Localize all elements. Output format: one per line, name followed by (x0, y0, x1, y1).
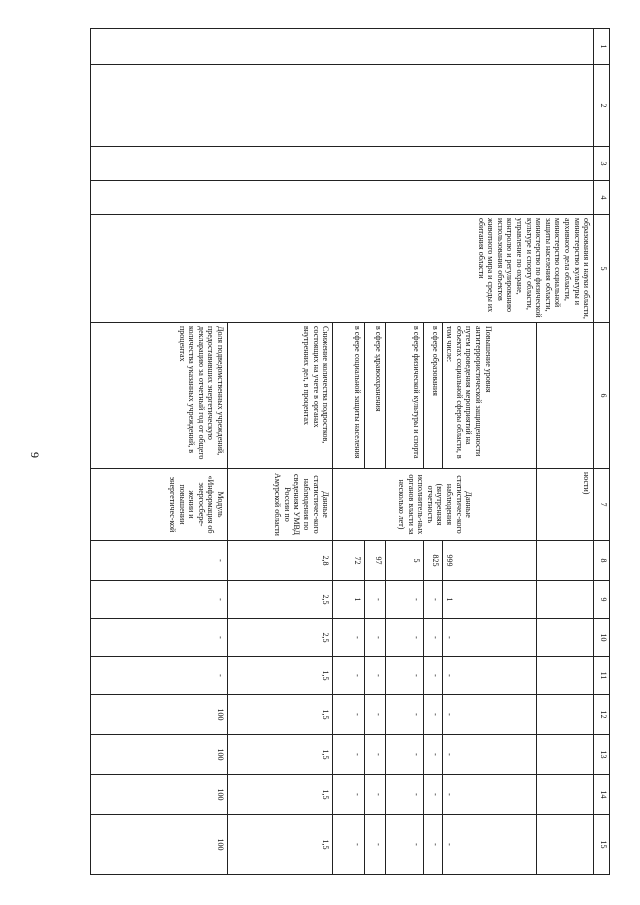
value: - (385, 735, 423, 775)
indicator-name: Доля подведомственных учреждений, предоставивших энергетическую декларацию за отчетный год от общего количества указанных учреждений, в процентах (91, 323, 228, 469)
page-number: 9 (28, 452, 42, 458)
value: 1,5 (227, 657, 332, 695)
value: - (333, 775, 365, 815)
col-header: 5 (594, 215, 610, 323)
value: - (364, 775, 385, 815)
value: - (423, 695, 442, 735)
value: - (333, 735, 365, 775)
col-header: 8 (594, 541, 610, 581)
data-source: Модуль «Информация об энергосбере-жении и повышении энергетичес-кой (91, 469, 228, 541)
table-row (537, 29, 594, 875)
indicator-name: в сфере образования (423, 323, 442, 469)
indicator-name: в сфере физической культуры и спорта (385, 323, 423, 469)
value: 1,5 (227, 815, 332, 875)
value: - (91, 581, 228, 619)
col-header: 14 (594, 775, 610, 815)
value: 1 (333, 581, 365, 619)
col-header: 15 (594, 815, 610, 875)
value: - (442, 775, 537, 815)
data-source: Данные статистичес-кого наблюдения (внутренняя отчетность исполнитель-ных органов власти за несколько лет) (333, 469, 537, 541)
value: 2,8 (227, 541, 332, 581)
value: 100 (91, 775, 228, 815)
value: 72 (333, 541, 365, 581)
value: 100 (91, 815, 228, 875)
value: 97 (364, 541, 385, 581)
value: - (364, 815, 385, 875)
col-header: 1 (594, 29, 610, 65)
col-header: 10 (594, 619, 610, 657)
value: - (423, 581, 442, 619)
value: - (333, 695, 365, 735)
value: - (385, 619, 423, 657)
value: - (364, 581, 385, 619)
source-cont: ности) (537, 469, 594, 541)
value: - (385, 815, 423, 875)
col-header: 2 (594, 65, 610, 147)
value: 100 (91, 735, 228, 775)
value: - (423, 619, 442, 657)
value: 5 (385, 541, 423, 581)
rotated-table-page (90, 28, 610, 874)
col-header: 11 (594, 657, 610, 695)
value: 1,5 (227, 775, 332, 815)
col-header: 12 (594, 695, 610, 735)
col-header: 4 (594, 181, 610, 215)
data-source: Данные статистичес-кого наблюдения по сведениям УМВД России по Амурской области (227, 469, 332, 541)
value: - (91, 619, 228, 657)
value: - (423, 735, 442, 775)
value: 825 (423, 541, 442, 581)
col-header: 13 (594, 735, 610, 775)
value: - (385, 657, 423, 695)
value: - (442, 815, 537, 875)
responsible-executors: образования и науки области, министерство культуры и архивного дела области, министерство социальной защиты населения области, министерство по физической культуре и спорту области, управление по охране, контролю и регулированию использования объектов животного мира и среды их обитания области (91, 215, 594, 323)
value: 1,5 (227, 735, 332, 775)
value: - (364, 695, 385, 735)
value: - (423, 815, 442, 875)
value: - (442, 657, 537, 695)
indicator-name: в сфере социальной защиты населения (333, 323, 365, 469)
value: - (91, 541, 228, 581)
col-header: 7 (594, 469, 610, 541)
indicator-name: Повышение уровня антитеррористической защищенности путем проведения мероприятий на объектах социальной сферы области, в том числе: (442, 323, 537, 469)
value: 2,5 (227, 619, 332, 657)
value: - (385, 775, 423, 815)
value: - (442, 619, 537, 657)
value: - (385, 695, 423, 735)
col-header: 9 (594, 581, 610, 619)
value: - (91, 657, 228, 695)
value: - (364, 657, 385, 695)
value: - (385, 581, 423, 619)
header-row (594, 29, 610, 875)
value: - (423, 775, 442, 815)
value: 2,5 (227, 581, 332, 619)
indicators-table (90, 28, 610, 875)
value: - (333, 815, 365, 875)
value: - (423, 657, 442, 695)
value: - (333, 657, 365, 695)
col-header: 6 (594, 323, 610, 469)
value: 100 (91, 695, 228, 735)
value: 1 (442, 581, 537, 619)
value: - (442, 735, 537, 775)
value: - (333, 619, 365, 657)
value: 999 (442, 541, 537, 581)
indicator-name: в сфере здравоохранения (364, 323, 385, 469)
value: - (364, 619, 385, 657)
value: 1,5 (227, 695, 332, 735)
indicator-name: Снижение количества подростков, состоящих на учете в органах внутренних дел, в процентах (227, 323, 332, 469)
col-header: 3 (594, 147, 610, 181)
value: - (442, 695, 537, 735)
value: - (364, 735, 385, 775)
